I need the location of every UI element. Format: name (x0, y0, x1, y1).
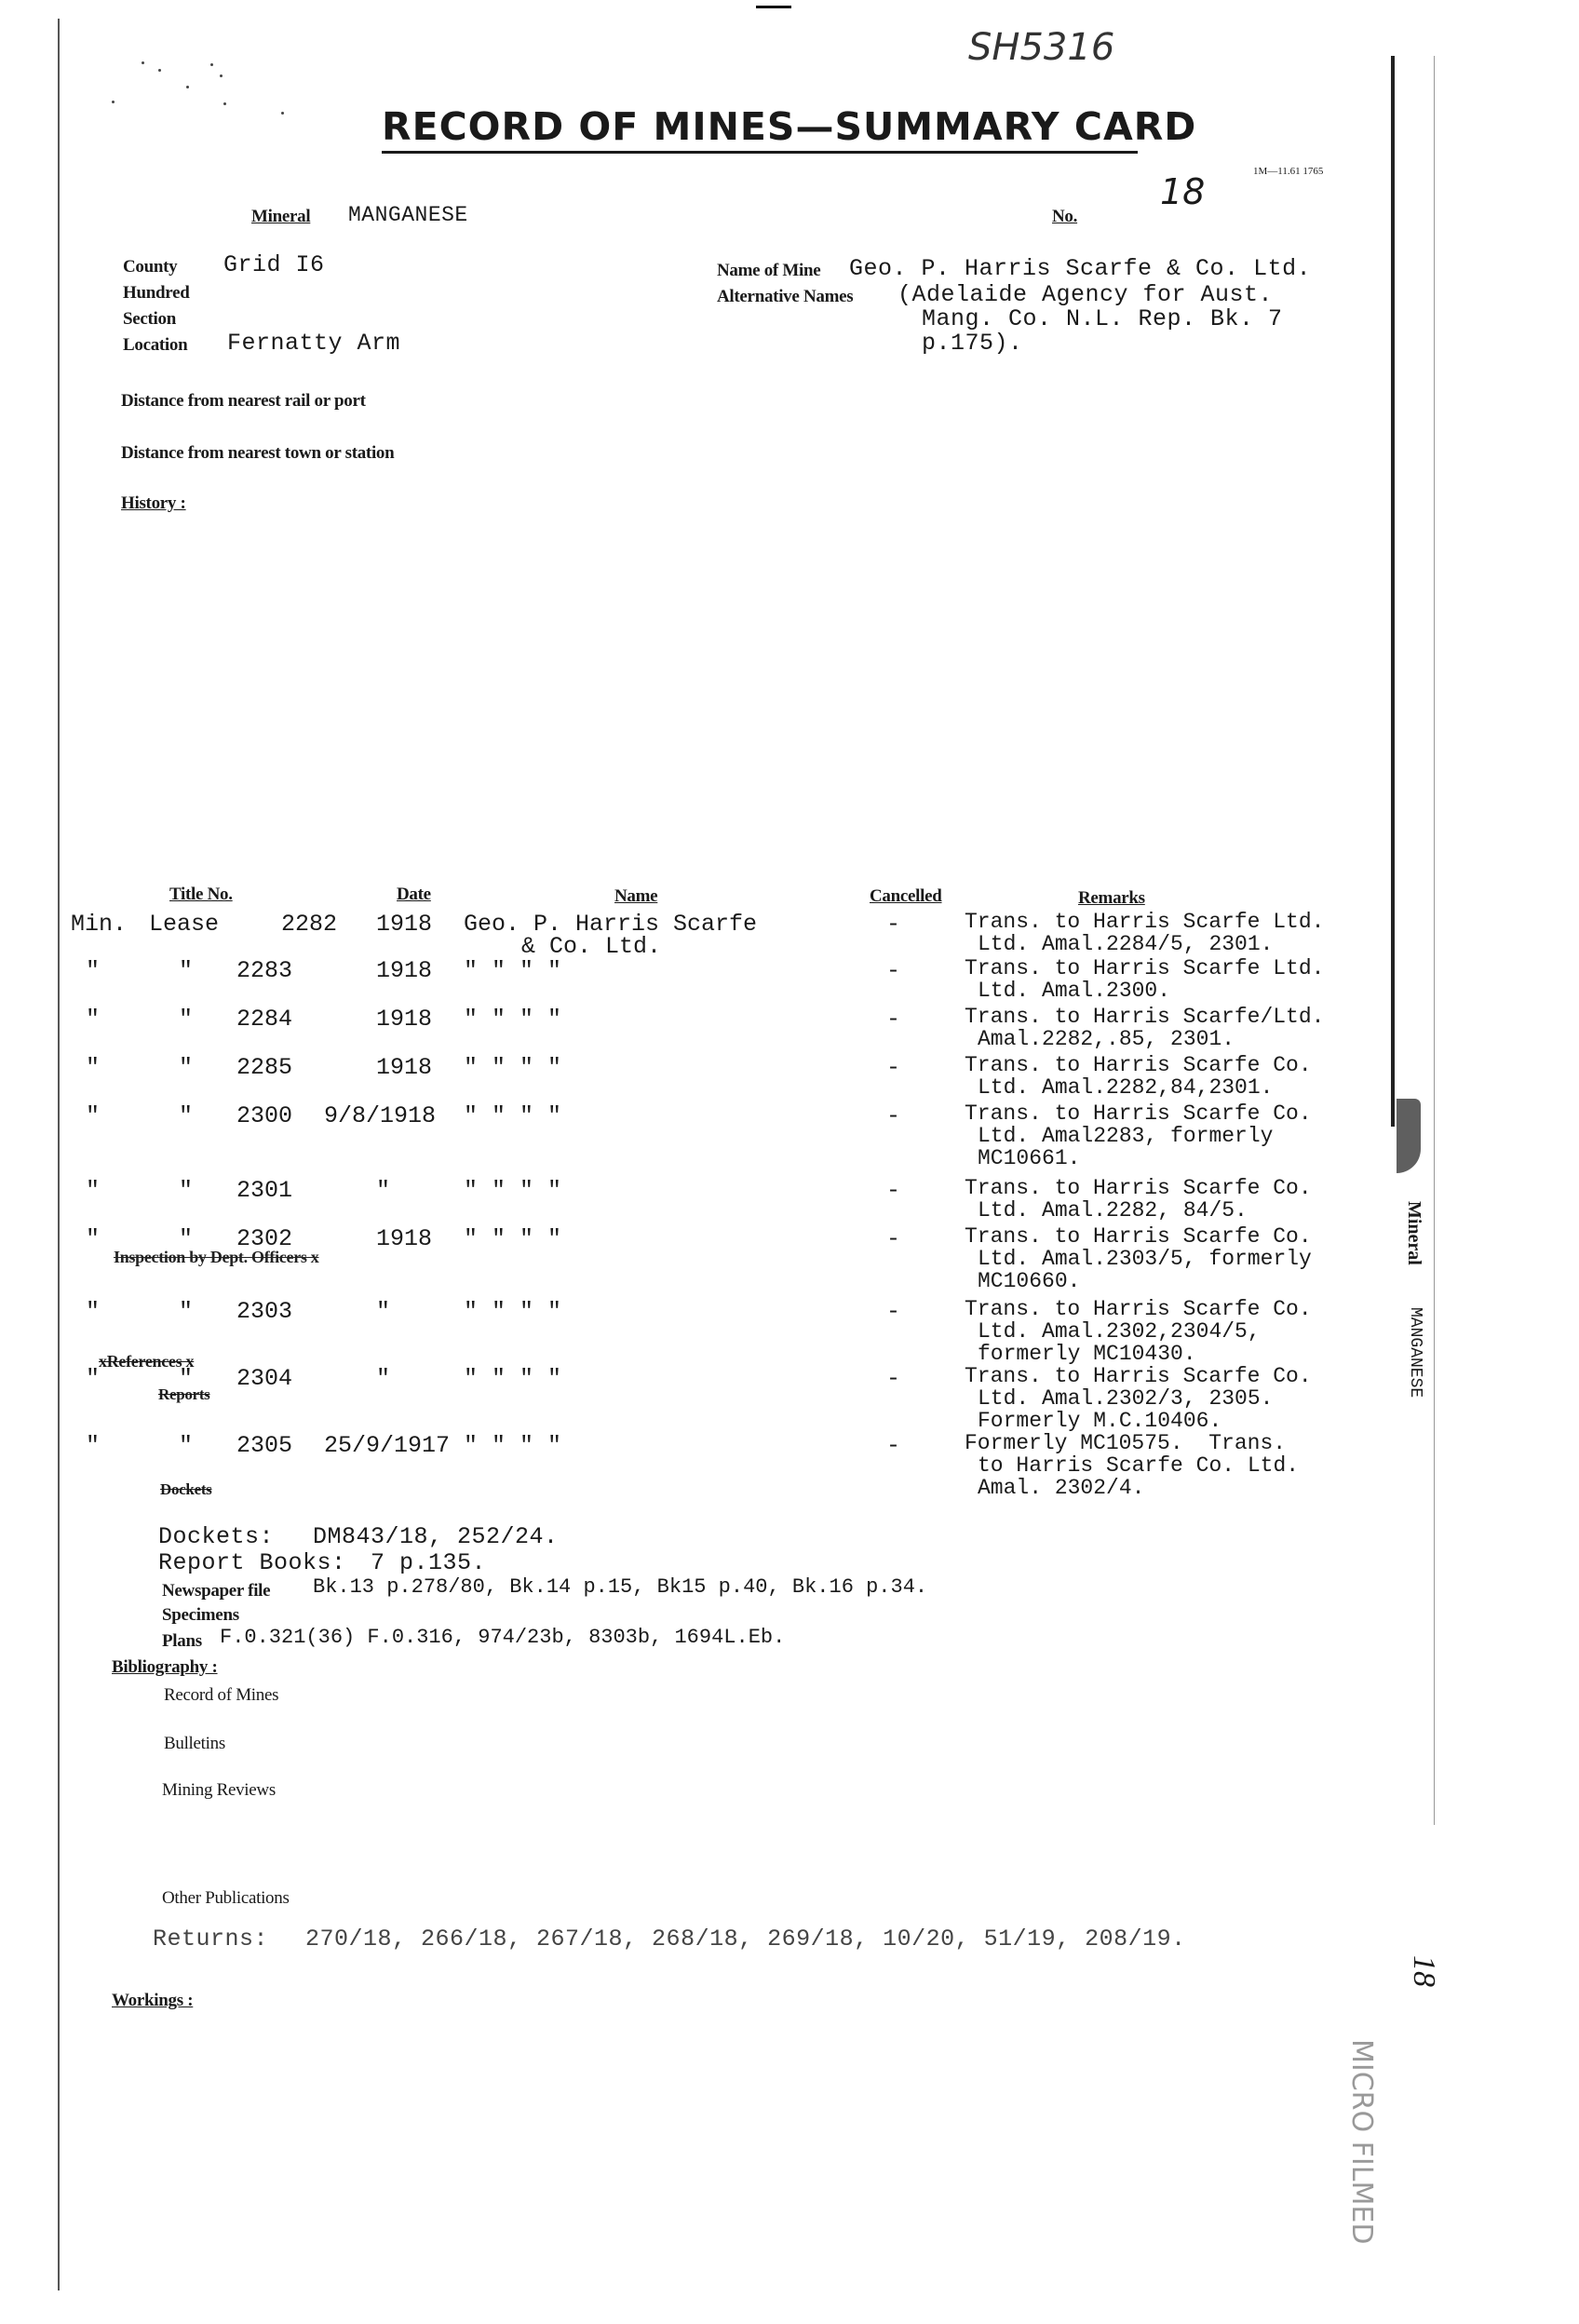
row-remark-line: Trans. to Harris Scarfe Ltd. (965, 956, 1325, 980)
row-date: 1918 (376, 1054, 433, 1081)
row-lease: " (179, 1432, 194, 1459)
row-kind: " (86, 1102, 101, 1129)
number-label: No. (1052, 207, 1078, 226)
row-title-no: 2304 (236, 1365, 293, 1392)
row-title-no: 2285 (236, 1054, 293, 1081)
alternative-names-line-3: p.175). (922, 330, 1023, 357)
newspaper-value: Bk.13 p.278/80, Bk.14 p.15, Bk15 p.40, Bk.16 p.34. (313, 1575, 928, 1599)
row-kind: " (86, 1365, 101, 1392)
row-remark-line: Ltd. Amal.2282,84,2301. (978, 1075, 1274, 1100)
row-title-no: 2282 (281, 911, 338, 938)
row-kind: " (86, 957, 101, 984)
film-stamp: MICRO FILMED (1345, 2039, 1378, 2245)
dockets-value: DM843/18, 252/24. (313, 1523, 559, 1550)
row-remark-line: Trans. to Harris Scarfe Co. (965, 1176, 1312, 1200)
row-title-no: 2300 (236, 1102, 293, 1129)
row-cancelled: - (886, 1432, 901, 1459)
county-label: County (123, 257, 178, 277)
row-name: " " " " (464, 957, 562, 984)
report-books-value: 7 p.135. (371, 1549, 487, 1576)
row-lease: " (179, 1102, 194, 1129)
row-cancelled: - (886, 1225, 901, 1252)
alternative-names-line-2: Mang. Co. N.L. Rep. Bk. 7 (922, 305, 1283, 332)
row-remark-line: formerly MC10430. (978, 1342, 1196, 1366)
row-name: " " " " (464, 1177, 562, 1204)
history-label: History : (121, 493, 186, 513)
section-label: Section (123, 309, 177, 329)
returns-value: 270/18, 266/18, 267/18, 268/18, 269/18, 10/20, 51/19, 208/19. (305, 1925, 1186, 1952)
row-name: " " " " (464, 1054, 562, 1081)
plans-value: F.0.321(36) F.0.316, 974/23b, 8303b, 1694L.Eb. (220, 1626, 786, 1649)
speck (186, 86, 189, 88)
references-label: xReferences x (99, 1352, 195, 1371)
row-kind: " (86, 1006, 101, 1033)
returns-label: Returns: (153, 1925, 269, 1952)
row-date: 9/8/1918 (324, 1102, 437, 1129)
dockets-struck-label: Dockets (160, 1480, 212, 1498)
name-of-mine-value: Geo. P. Harris Scarfe & Co. Ltd. (849, 255, 1312, 282)
speck (281, 112, 284, 115)
row-remark-line: to Harris Scarfe Co. Ltd. (978, 1453, 1300, 1478)
row-lease: " (179, 1006, 194, 1033)
row-name: " " " " (464, 1006, 562, 1033)
card-reference: SH5316 (968, 26, 1115, 69)
row-kind: Min. (71, 911, 128, 938)
row-kind: " (86, 1177, 101, 1204)
side-tab-smudge (1397, 1099, 1421, 1173)
row-kind: " (86, 1432, 101, 1459)
row-remark-line: Formerly MC10575. Trans. (965, 1431, 1287, 1455)
specimens-label: Specimens (162, 1605, 239, 1625)
row-remark-line: Amal.2282,.85, 2301. (978, 1027, 1235, 1051)
row-lease: " (179, 1177, 194, 1204)
row-remark-line: Ltd. Amal.2284/5, 2301. (978, 932, 1274, 956)
row-remark-line: Ltd. Amal.2300. (978, 979, 1171, 1003)
row-remark-line: MC10660. (978, 1269, 1081, 1293)
row-cancelled: - (886, 1298, 901, 1325)
row-cancelled: - (886, 957, 901, 984)
distance-rail-label: Distance from nearest rail or port (121, 391, 366, 411)
row-kind: " (86, 1225, 101, 1252)
distance-town-label: Distance from nearest town or station (121, 443, 395, 463)
row-title-no: 2302 (236, 1225, 293, 1252)
row-lease: " (179, 1365, 194, 1392)
mining-reviews-label: Mining Reviews (162, 1780, 276, 1800)
speck (210, 63, 213, 66)
row-title-no: 2303 (236, 1298, 293, 1325)
row-lease: " (179, 1054, 194, 1081)
side-tab-mineral-value: MANGANESE (1406, 1307, 1424, 1398)
reports-label: Reports (158, 1385, 210, 1403)
row-remark-line: Trans. to Harris Scarfe Ltd. (965, 910, 1325, 934)
row-remark-line: Trans. to Harris Scarfe Co. (965, 1101, 1312, 1126)
location-value: Fernatty Arm (227, 330, 401, 357)
bulletins-label: Bulletins (164, 1734, 225, 1753)
row-remark-line: Amal. 2302/4. (978, 1476, 1145, 1500)
row-cancelled: - (886, 1006, 901, 1033)
row-date: 1918 (376, 1225, 433, 1252)
report-books-label: Report Books: (158, 1549, 346, 1576)
row-lease: Lease (149, 911, 220, 938)
row-name-continued: & Co. Ltd. (521, 933, 662, 960)
row-cancelled: - (886, 1177, 901, 1204)
row-cancelled: - (886, 911, 901, 938)
row-date: " (376, 1298, 391, 1325)
row-remark-line: Ltd. Amal.2282, 84/5. (978, 1198, 1248, 1223)
row-lease: " (179, 1298, 194, 1325)
row-title-no: 2301 (236, 1177, 293, 1204)
row-remark-line: MC10661. (978, 1146, 1081, 1170)
row-cancelled: - (886, 1365, 901, 1392)
row-date: 25/9/1917 (324, 1432, 451, 1459)
mineral-value: MANGANESE (348, 203, 468, 227)
workings-label: Workings : (112, 1991, 194, 2010)
right-edge-line (1391, 56, 1395, 1127)
side-tab-mineral-label: Mineral (1404, 1201, 1424, 1265)
row-kind: " (86, 1298, 101, 1325)
row-remark-line: Trans. to Harris Scarfe Co. (965, 1364, 1312, 1388)
print-code: 1M—11.61 1765 (1253, 166, 1324, 177)
row-name: " " " " (464, 1298, 562, 1325)
right-edge-faint-line (1434, 56, 1435, 1825)
header-cancelled: Cancelled (870, 886, 942, 906)
row-date: " (376, 1365, 391, 1392)
row-title-no: 2305 (236, 1432, 293, 1459)
top-mark (756, 6, 791, 8)
speck (220, 74, 223, 77)
header-title-no: Title No. (169, 885, 233, 904)
header-name: Name (614, 886, 658, 906)
dockets-label: Dockets: (158, 1523, 275, 1550)
plans-label: Plans (162, 1631, 202, 1651)
row-name: " " " " (464, 1365, 562, 1392)
row-name: " " " " (464, 1432, 562, 1459)
name-of-mine-label: Name of Mine (717, 261, 821, 280)
row-remark-line: Ltd. Amal.2302/3, 2305. (978, 1386, 1274, 1411)
row-remark-line: Trans. to Harris Scarfe/Ltd. (965, 1005, 1325, 1029)
mineral-label: Mineral (251, 207, 311, 226)
row-remark-line: Ltd. Amal2283, formerly (978, 1124, 1274, 1148)
row-name: " " " " (464, 1102, 562, 1129)
row-kind: " (86, 1054, 101, 1081)
row-remark-line: Trans. to Harris Scarfe Co. (965, 1297, 1312, 1321)
county-value: Grid I6 (223, 251, 325, 278)
speck (142, 61, 144, 64)
header-date: Date (397, 885, 431, 904)
other-publications-label: Other Publications (162, 1888, 290, 1908)
row-date: 1918 (376, 911, 433, 938)
row-cancelled: - (886, 1102, 901, 1129)
record-of-mines-label: Record of Mines (164, 1685, 279, 1705)
location-label: Location (123, 335, 188, 355)
speck (158, 69, 161, 72)
row-name: " " " " (464, 1225, 562, 1252)
header-remarks: Remarks (1078, 888, 1145, 908)
row-remark-line: Formerly M.C.10406. (978, 1409, 1222, 1433)
number-value: 18 (1160, 171, 1206, 212)
row-remark-line: Trans. to Harris Scarfe Co. (965, 1053, 1312, 1077)
alternative-names-line-1: (Adelaide Agency for Aust. (897, 281, 1274, 308)
newspaper-label: Newspaper file (162, 1581, 271, 1601)
row-remark-line: Trans. to Harris Scarfe Co. (965, 1224, 1312, 1249)
row-title-no: 2283 (236, 957, 293, 984)
row-lease: " (179, 957, 194, 984)
row-cancelled: - (886, 1054, 901, 1081)
row-remark-line: Ltd. Amal.2303/5, formerly (978, 1247, 1312, 1271)
row-remark-line: Ltd. Amal.2302,2304/5, (978, 1319, 1261, 1344)
hundred-label: Hundred (123, 283, 190, 303)
bibliography-label: Bibliography : (112, 1657, 218, 1677)
title-underline (382, 151, 1138, 154)
side-tab-number: 18 (1407, 1955, 1441, 1987)
row-name: Geo. P. Harris Scarfe (464, 911, 758, 938)
alternative-names-label: Alternative Names (717, 287, 854, 306)
row-date: " (376, 1177, 391, 1204)
inspection-label: Inspection by Dept. Officers x (114, 1248, 319, 1266)
row-title-no: 2284 (236, 1006, 293, 1033)
speck (223, 102, 226, 105)
left-margin-line (58, 19, 60, 2290)
row-lease: " (179, 1225, 194, 1252)
row-date: 1918 (376, 957, 433, 984)
row-date: 1918 (376, 1006, 433, 1033)
speck (112, 101, 115, 103)
page-title: RECORD OF MINES—SUMMARY CARD (382, 104, 1197, 149)
